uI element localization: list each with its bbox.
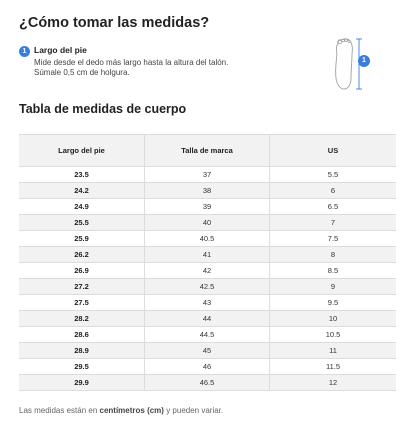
table-cell: 7.5 xyxy=(327,234,339,243)
table-cell: 41 xyxy=(145,247,270,262)
table-cell: 28.9 xyxy=(19,343,145,358)
step-title: Largo del pie xyxy=(34,45,87,55)
table-cell: 43 xyxy=(145,295,270,310)
table-cell: 6 xyxy=(330,186,336,195)
table-row xyxy=(19,311,396,327)
table-row xyxy=(19,327,396,343)
table-cell: 12 xyxy=(328,378,338,387)
table-cell: 6.5 xyxy=(327,202,339,211)
step-description: Mide desde el dedo más largo hasta la altura del talón. Súmale 0,5 cm de holgura. xyxy=(34,58,229,77)
table-cell: 26.9 xyxy=(19,263,145,278)
table-cell: 8.5 xyxy=(327,266,339,275)
size-table xyxy=(19,134,396,391)
table-header-row xyxy=(19,135,396,167)
table-cell: 29.5 xyxy=(19,359,145,374)
guide-title: ¿Cómo tomar las medidas? xyxy=(19,15,210,31)
table-cell: 11 xyxy=(329,346,337,355)
column-header: Largo del pie xyxy=(19,135,145,166)
footnote-unit: centímetros (cm) xyxy=(99,406,164,415)
table-row xyxy=(19,263,396,279)
table-cell: 46.5 xyxy=(145,375,270,390)
column-header: US xyxy=(327,146,339,155)
table-cell: 7 xyxy=(330,218,336,227)
table-row xyxy=(19,183,396,199)
table-row xyxy=(19,247,396,263)
footnote: Las medidas están en centímetros (cm) y pueden variar. xyxy=(19,406,224,415)
table-cell: 40.5 xyxy=(145,231,270,246)
illustration-badge: 1 xyxy=(358,55,370,67)
table-cell: 44 xyxy=(145,311,270,326)
table-row xyxy=(19,199,396,215)
table-cell: 11.5 xyxy=(325,362,341,371)
table-cell: 42.5 xyxy=(145,279,270,294)
table-cell: 44.5 xyxy=(145,327,270,342)
table-cell: 9.5 xyxy=(327,298,339,307)
table-cell: 27.5 xyxy=(19,295,145,310)
table-cell: 8 xyxy=(330,250,336,259)
table-cell: 29.9 xyxy=(19,375,145,390)
table-cell: 38 xyxy=(145,183,270,198)
table-cell: 26.2 xyxy=(19,247,145,262)
table-cell: 10.5 xyxy=(325,330,341,339)
step-number-badge: 1 xyxy=(19,46,30,57)
table-cell: 23.5 xyxy=(19,167,145,182)
table-cell: 40 xyxy=(145,215,270,230)
table-cell: 28.6 xyxy=(19,327,145,342)
table-cell: 25.9 xyxy=(19,231,145,246)
table-row xyxy=(19,295,396,311)
table-cell: 25.5 xyxy=(19,215,145,230)
table-cell: 46 xyxy=(145,359,270,374)
table-title: Tabla de medidas de cuerpo xyxy=(19,102,187,116)
table-cell: 39 xyxy=(145,199,270,214)
table-row xyxy=(19,215,396,231)
table-cell: 24.9 xyxy=(19,199,145,214)
table-cell: 28.2 xyxy=(19,311,145,326)
column-header: Talla de marca xyxy=(145,135,270,166)
table-row xyxy=(19,231,396,247)
table-cell: 42 xyxy=(145,263,270,278)
table-row xyxy=(19,167,396,183)
table-row xyxy=(19,279,396,295)
table-row xyxy=(19,375,396,391)
table-cell: 5.5 xyxy=(327,170,339,179)
table-row xyxy=(19,359,396,375)
table-body xyxy=(19,167,396,391)
table-cell: 45 xyxy=(145,343,270,358)
table-row xyxy=(19,343,396,359)
table-cell: 24.2 xyxy=(19,183,145,198)
table-cell: 37 xyxy=(145,167,270,182)
table-cell: 9 xyxy=(330,282,336,291)
table-cell: 10 xyxy=(328,314,338,323)
table-cell: 27.2 xyxy=(19,279,145,294)
